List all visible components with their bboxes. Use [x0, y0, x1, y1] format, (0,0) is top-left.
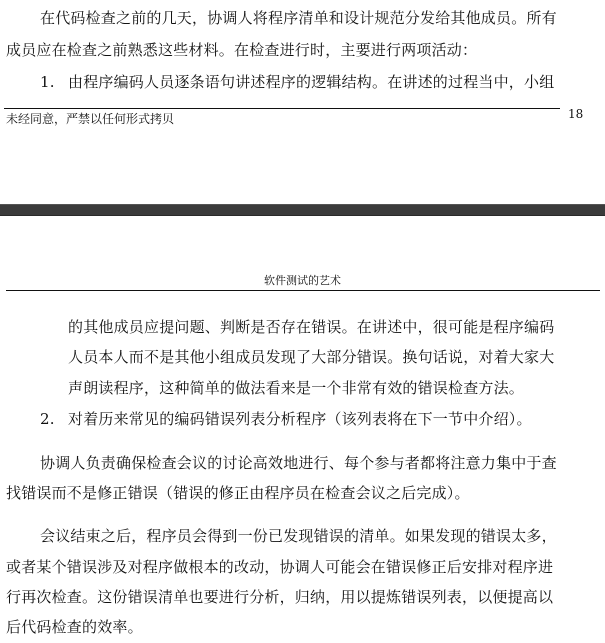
- text-line: 或者某个错误涉及对程序做根本的改动，协调人可能会在错误修正后安排对程序进: [6, 558, 554, 576]
- text-line: 成员应在检查之前熟悉这些材料。在检查进行时，主要进行两项活动：: [6, 41, 478, 59]
- text-line: 声朗读程序，这种简单的做法看来是一个非常有效的错误检查方法。: [68, 379, 525, 397]
- text-line: 找错误而不是修正错误（错误的修正由程序员在检查会议之后完成）。: [6, 484, 470, 502]
- text-line: 后代码检查的效率。: [6, 618, 143, 636]
- text-line: 的其他成员应提问题、判断是否存在错误。在讲述中，很可能是程序编码: [68, 318, 555, 336]
- list-item-2: [40, 412, 532, 427]
- page-18-bottom: [0, 0, 605, 204]
- footer-divider: [4, 108, 560, 109]
- text-line: 行再次检查。这份错误清单也要进行分析，归纳，用以提炼错误列表，以便提高以: [6, 588, 554, 606]
- text-line: 人员本人而不是其他小组成员发现了大部分错误。换句话说，对着大家大: [68, 348, 555, 366]
- list-item-1-start: [40, 75, 554, 90]
- text-line: 在代码检查之前的几天，协调人将程序清单和设计规范分发给其他成员。所有: [40, 9, 557, 27]
- list-number: 2.: [40, 410, 55, 428]
- header-divider: [6, 290, 600, 291]
- list-item-text: 对着历来常见的编码错误列表分析程序（该列表将在下一节中介绍）。: [68, 410, 532, 428]
- text-line: 会议结束之后，程序员会得到一份已发现错误的清单。如果发现的错误太多，: [40, 527, 557, 545]
- page-separator: [0, 204, 605, 216]
- text-line: 由程序编码人员逐条语句讲述程序的逻辑结构。在讲述的过程当中，小组: [68, 73, 555, 91]
- copyright-notice: 未经同意，严禁以任何形式拷贝: [6, 112, 175, 126]
- running-header: 软件测试的艺术: [264, 274, 341, 287]
- text-line: 协调人负责确保检查会议的讨论高效地进行、每个参与者都将注意力集中于查: [40, 454, 557, 472]
- page-number: 18: [568, 107, 584, 121]
- list-number: 1.: [40, 73, 55, 91]
- page-19-top: [0, 216, 605, 643]
